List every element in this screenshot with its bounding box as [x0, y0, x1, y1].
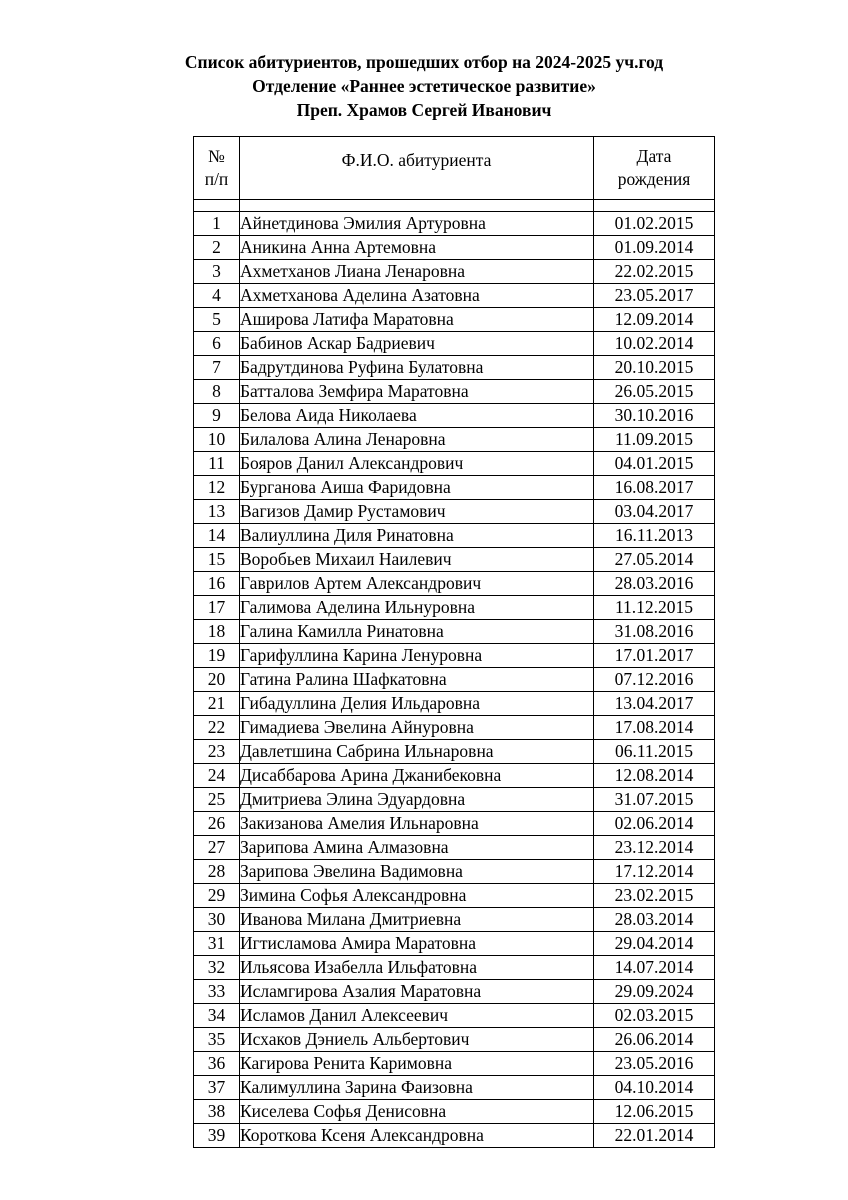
table-row — [194, 980, 715, 1004]
birth-date: 27.05.2014 — [594, 548, 715, 572]
table-row — [194, 692, 715, 716]
row-number: 20 — [194, 668, 240, 692]
birth-date: 12.08.2014 — [594, 764, 715, 788]
row-number: 5 — [194, 308, 240, 332]
applicant-name: Аширова Латифа Маратовна — [240, 308, 594, 332]
row-number: 38 — [194, 1100, 240, 1124]
column-header-name: Ф.И.О. абитуриента — [240, 137, 594, 200]
row-number: 13 — [194, 500, 240, 524]
table-row — [194, 1076, 715, 1100]
birth-date: 16.11.2013 — [594, 524, 715, 548]
row-number: 39 — [194, 1124, 240, 1148]
birth-date: 13.04.2017 — [594, 692, 715, 716]
applicant-name: Исламгирова Азалия Маратовна — [240, 980, 594, 1004]
applicant-name: Закизанова Амелия Ильнаровна — [240, 812, 594, 836]
row-number: 4 — [194, 284, 240, 308]
row-number: 34 — [194, 1004, 240, 1028]
applicant-name: Айнетдинова Эмилия Артуровна — [240, 212, 594, 236]
row-number: 2 — [194, 236, 240, 260]
birth-date: 12.09.2014 — [594, 308, 715, 332]
applicant-name: Исламов Данил Алексеевич — [240, 1004, 594, 1028]
table-row — [194, 404, 715, 428]
birth-date: 11.12.2015 — [594, 596, 715, 620]
table-row — [194, 236, 715, 260]
column-header-birthdate-line1: Дата — [636, 146, 672, 166]
applicant-name: Белова Аида Николаева — [240, 404, 594, 428]
table-row — [194, 428, 715, 452]
table-row — [194, 260, 715, 284]
table-row — [194, 668, 715, 692]
birth-date: 23.12.2014 — [594, 836, 715, 860]
birth-date: 31.08.2016 — [594, 620, 715, 644]
applicant-name: Дисаббарова Арина Джанибековна — [240, 764, 594, 788]
birth-date: 03.04.2017 — [594, 500, 715, 524]
row-number: 28 — [194, 860, 240, 884]
applicant-name: Зимина Софья Александровна — [240, 884, 594, 908]
birth-date: 31.07.2015 — [594, 788, 715, 812]
row-number: 35 — [194, 1028, 240, 1052]
column-header-birthdate — [594, 137, 715, 200]
row-number: 18 — [194, 620, 240, 644]
row-number: 27 — [194, 836, 240, 860]
applicant-name: Бояров Данил Александрович — [240, 452, 594, 476]
row-number: 7 — [194, 356, 240, 380]
applicant-name: Гимадиева Эвелина Айнуровна — [240, 716, 594, 740]
applicant-name: Воробьев Михаил Наилевич — [240, 548, 594, 572]
table-row — [194, 740, 715, 764]
applicant-name: Кагирова Ренита Каримовна — [240, 1052, 594, 1076]
row-number: 21 — [194, 692, 240, 716]
birth-date: 14.07.2014 — [594, 956, 715, 980]
birth-date: 04.10.2014 — [594, 1076, 715, 1100]
birth-date: 02.06.2014 — [594, 812, 715, 836]
applicant-name: Гибадуллина Делия Ильдаровна — [240, 692, 594, 716]
department-line: Отделение «Раннее эстетическое развитие» — [252, 76, 596, 96]
row-number: 6 — [194, 332, 240, 356]
row-number: 1 — [194, 212, 240, 236]
row-number: 17 — [194, 596, 240, 620]
table-row — [194, 476, 715, 500]
row-number: 19 — [194, 644, 240, 668]
table-row — [194, 500, 715, 524]
applicant-name: Калимуллина Зарина Фаизовна — [240, 1076, 594, 1100]
teacher-line: Преп. Храмов Сергей Иванович — [296, 100, 552, 120]
applicant-name: Валиуллина Диля Ринатовна — [240, 524, 594, 548]
row-number: 8 — [194, 380, 240, 404]
birth-date: 06.11.2015 — [594, 740, 715, 764]
row-number: 29 — [194, 884, 240, 908]
birth-date: 16.08.2017 — [594, 476, 715, 500]
column-header-number-line2: п/п — [204, 169, 229, 189]
birth-date: 17.12.2014 — [594, 860, 715, 884]
row-number: 37 — [194, 1076, 240, 1100]
table-row — [194, 812, 715, 836]
birth-date: 11.09.2015 — [594, 428, 715, 452]
applicant-name: Гарифуллина Карина Ленуровна — [240, 644, 594, 668]
applicant-name: Батталова Земфира Маратовна — [240, 380, 594, 404]
birth-date: 23.05.2016 — [594, 1052, 715, 1076]
column-header-number-line1: № — [208, 146, 225, 166]
applicant-name: Игтисламова Амира Маратовна — [240, 932, 594, 956]
table-row — [194, 836, 715, 860]
table-row — [194, 212, 715, 236]
birth-date: 29.09.2024 — [594, 980, 715, 1004]
birth-date: 23.05.2017 — [594, 284, 715, 308]
spacer-row — [194, 200, 715, 212]
applicant-name: Дмитриева Элина Эдуардовна — [240, 788, 594, 812]
table-row — [194, 644, 715, 668]
birth-date: 28.03.2016 — [594, 572, 715, 596]
table-row — [194, 596, 715, 620]
applicant-name: Вагизов Дамир Рустамович — [240, 500, 594, 524]
document-header — [0, 50, 848, 122]
applicant-name: Исхаков Дэниель Альбертович — [240, 1028, 594, 1052]
birth-date: 26.05.2015 — [594, 380, 715, 404]
table-row — [194, 1052, 715, 1076]
birth-date: 17.08.2014 — [594, 716, 715, 740]
row-number: 11 — [194, 452, 240, 476]
table-row — [194, 380, 715, 404]
row-number: 15 — [194, 548, 240, 572]
table-row — [194, 308, 715, 332]
table-row — [194, 932, 715, 956]
table-row — [194, 356, 715, 380]
table-row — [194, 620, 715, 644]
row-number: 23 — [194, 740, 240, 764]
table-row — [194, 908, 715, 932]
row-number: 26 — [194, 812, 240, 836]
birth-date: 01.09.2014 — [594, 236, 715, 260]
birth-date: 10.02.2014 — [594, 332, 715, 356]
birth-date: 04.01.2015 — [594, 452, 715, 476]
row-number: 22 — [194, 716, 240, 740]
table-row — [194, 764, 715, 788]
birth-date: 07.12.2016 — [594, 668, 715, 692]
table-row — [194, 524, 715, 548]
birth-date: 22.02.2015 — [594, 260, 715, 284]
table-header-row — [194, 137, 715, 200]
row-number: 10 — [194, 428, 240, 452]
applicant-name: Аникина Анна Артемовна — [240, 236, 594, 260]
applicant-name: Бабинов Аскар Бадриевич — [240, 332, 594, 356]
birth-date: 23.02.2015 — [594, 884, 715, 908]
table-row — [194, 716, 715, 740]
row-number: 31 — [194, 932, 240, 956]
applicant-name: Ахметханов Лиана Ленаровна — [240, 260, 594, 284]
applicant-name: Иванова Милана Дмитриевна — [240, 908, 594, 932]
birth-date: 28.03.2014 — [594, 908, 715, 932]
applicant-name: Бурганова Аиша Фаридовна — [240, 476, 594, 500]
document-title: Список абитуриентов, прошедших отбор на 2024-2025 уч.год — [184, 52, 664, 72]
row-number: 25 — [194, 788, 240, 812]
row-number: 36 — [194, 1052, 240, 1076]
row-number: 9 — [194, 404, 240, 428]
table-row — [194, 452, 715, 476]
birth-date: 22.01.2014 — [594, 1124, 715, 1148]
row-number: 30 — [194, 908, 240, 932]
applicant-name: Галина Камилла Ринатовна — [240, 620, 594, 644]
applicant-name: Билалова Алина Ленаровна — [240, 428, 594, 452]
row-number: 12 — [194, 476, 240, 500]
applicant-name: Киселева Софья Денисовна — [240, 1100, 594, 1124]
birth-date: 01.02.2015 — [594, 212, 715, 236]
table-row — [194, 956, 715, 980]
birth-date: 20.10.2015 — [594, 356, 715, 380]
birth-date: 30.10.2016 — [594, 404, 715, 428]
row-number: 3 — [194, 260, 240, 284]
birth-date: 29.04.2014 — [594, 932, 715, 956]
table-row — [194, 884, 715, 908]
birth-date: 17.01.2017 — [594, 644, 715, 668]
row-number: 24 — [194, 764, 240, 788]
table-row — [194, 548, 715, 572]
column-header-number — [194, 137, 240, 200]
table-row — [194, 788, 715, 812]
row-number: 16 — [194, 572, 240, 596]
birth-date: 26.06.2014 — [594, 1028, 715, 1052]
column-header-birthdate-line2: рождения — [617, 169, 691, 189]
applicant-name: Ахметханова Аделина Азатовна — [240, 284, 594, 308]
table-row — [194, 332, 715, 356]
applicant-name: Гатина Ралина Шафкатовна — [240, 668, 594, 692]
applicant-name: Зарипова Эвелина Вадимовна — [240, 860, 594, 884]
applicant-name: Бадрутдинова Руфина Булатовна — [240, 356, 594, 380]
table-row — [194, 1100, 715, 1124]
table-row — [194, 1028, 715, 1052]
applicant-name: Гаврилов Артем Александрович — [240, 572, 594, 596]
table-row — [194, 1124, 715, 1148]
applicant-name: Давлетшина Сабрина Ильнаровна — [240, 740, 594, 764]
row-number: 32 — [194, 956, 240, 980]
table-row — [194, 1004, 715, 1028]
row-number: 14 — [194, 524, 240, 548]
table-row — [194, 284, 715, 308]
table-row — [194, 572, 715, 596]
applicants-table — [193, 136, 715, 1148]
table-row — [194, 860, 715, 884]
applicant-name: Ильясова Изабелла Ильфатовна — [240, 956, 594, 980]
row-number: 33 — [194, 980, 240, 1004]
birth-date: 12.06.2015 — [594, 1100, 715, 1124]
applicant-name: Короткова Ксеня Александровна — [240, 1124, 594, 1148]
birth-date: 02.03.2015 — [594, 1004, 715, 1028]
applicant-name: Зарипова Амина Алмазовна — [240, 836, 594, 860]
applicant-name: Галимова Аделина Ильнуровна — [240, 596, 594, 620]
